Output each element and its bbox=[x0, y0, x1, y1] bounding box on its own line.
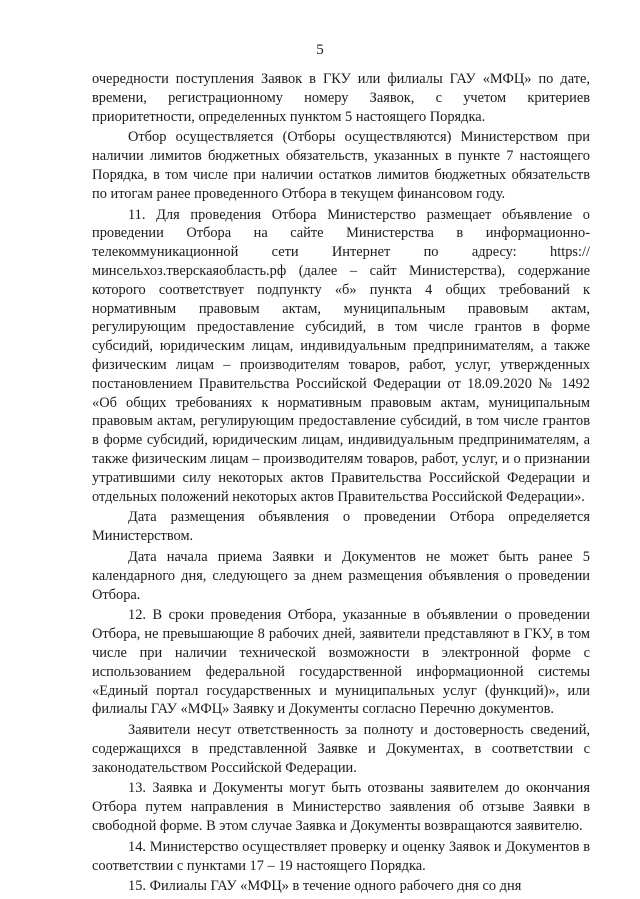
paragraph-item-14: 14. Министерство осуществляет проверку и оценку Заявок и Документов в соответствии с пунктами 17 – 19 настоящего Порядка. bbox=[92, 838, 590, 874]
paragraph-applicant-responsibility: Заявители несут ответственность за полноту и достоверность сведений, содержащихся в представленной Заявке и Документах, в соответствии с законодательством Российской Федерации. bbox=[92, 722, 590, 776]
paragraph-item-13: 13. Заявка и Документы могут быть отозваны заявителем до окончания Отбора путем направления в Министерство заявления об отзыве Заявки в свободной форме. В этом случае Заявка и Документы возвращаются заявителю. bbox=[92, 780, 590, 835]
paragraph-item-12: 12. В сроки проведения Отбора, указанные в объявлении о проведении Отбора, не превышающие 8 рабочих дней, заявители представляют в ГКУ, в том числе при наличии технической возможности в электронной форме с использованием федеральной государственной информационной системы «Единый портал государственных и муниципальных услуг (функций)», или филиалы ГАУ «МФЦ» Заявку и Документы согласно Перечню документов. bbox=[92, 607, 590, 718]
paragraph-item-15: 15. Филиалы ГАУ «МФЦ» в течение одного рабочего дня со дня bbox=[128, 878, 522, 895]
page-number: 5 bbox=[316, 42, 324, 58]
paragraph-announcement-date: Дата размещения объявления о проведении Отбора определяется Министерством. bbox=[92, 509, 590, 545]
paragraph-item-11: 11. Для проведения Отбора Министерство размещает объявление о проведении Отбора на сайте Министерства в информационно-телекоммуникационной сети Интернет по адресу: https://минсельхоз.тверскаяобласть.рф (далее – сайт Министерства), содержание которого соответствует подпункту «б» пункта 4 общих требований к нормативным правовым актам, муниципальным правовым актам, регулирующим предоставление субсидий, в том числе грантов в форме субсидий, юридическим лицам, индивидуальным предпринимателям, а также физическим лицам – производителям товаров, работ, услуг, утвержденных постановлением Правительства Российской Федерации от 18.09.2020 № 1492 «Об общих требованиях к нормативным правовым актам, муниципальным правовым актам, регулирующим предоставление субсидий, в том числе грантов в форме субсидий, юридическим лицам, индивидуальным предпринимателям, а также физическим лицам – производителям товаров, работ, услуг, и о признании утратившими силу некоторых актов Правительства Российской Федерации и отдельных положений некоторых актов Правительства Российской Федерации». bbox=[92, 206, 590, 505]
document-body bbox=[92, 70, 590, 898]
paragraph-selection-limits: Отбор осуществляется (Отборы осуществляются) Министерством при наличии лимитов бюджетных обязательств, указанных в пункте 7 настоящего Порядка, в том числе при наличии остатков лимитов бюджетных обязательств по итогам ранее проведенного Отбора в текущем финансовом году. bbox=[92, 129, 590, 202]
paragraph-continuation: очередности поступления Заявок в ГКУ или филиалы ГАУ «МФЦ» по дате, времени, регистрационному номеру Заявок, с учетом критериев приоритетности, определенных пунктом 5 настоящего Порядка. bbox=[92, 71, 590, 125]
paragraph-application-start: Дата начала приема Заявки и Документов не может быть ранее 5 календарного дня, следующего за днем размещения объявления о проведении Отбора. bbox=[92, 548, 590, 603]
